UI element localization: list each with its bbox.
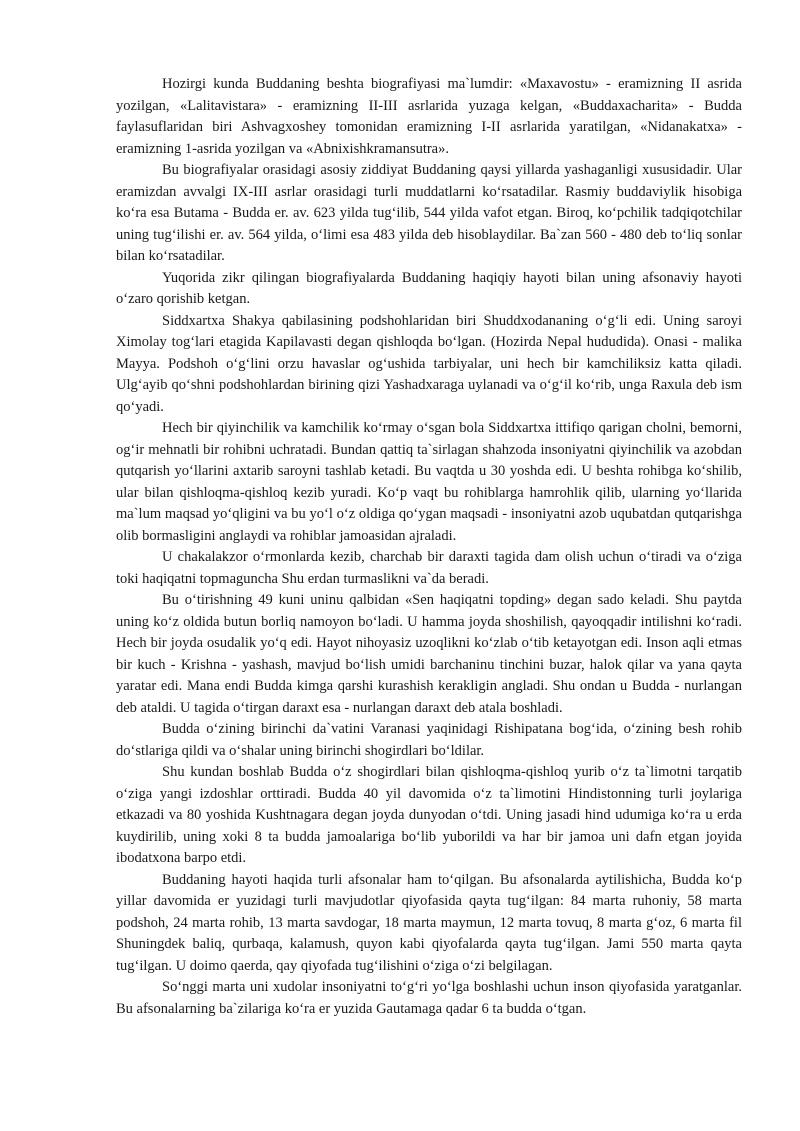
paragraph-meditation: U chakalakzor o‘rmonlarda kezib, charchab bir daraxti tagida dam olish uchun o‘tiradi va o‘ziga toki haqiqatni topmaguncha Shu erdan turmaslikni va`da beradi.	[116, 549, 742, 587]
paragraph-leaving-palace: Hech bir qiyinchilik va kamchilik ko‘rmay o‘sgan bola Siddxartxa ittifiqo qarigan cholni, bemorni, og‘ir mehnatli bir rohibni uchratadi. Bundan qattiq ta`sirlagan shahzoda insoniyatni qiyinchilik va azobdan qutqarish yo‘llarini axtarib saroyni tashlab ketadi. Bu vaqtda u 30 yoshda edi. U beshta rohibga ko‘shilib, ular bilan qishloqma-qishloq kezib yuradi. Ko‘p vaqt bu rohiblarga hamrohlik qilib, ularning yo‘llarida ma`lum maqsad yo‘qligini va bu yo‘l o‘z oldiga qo‘ygan maqsadi - insoniyatni azob uqubatdan qutqarishga olib bormasligini anglaydi va rohiblar jamoasidan ajraladi.	[116, 420, 742, 544]
paragraph-final-incarnation: So‘nggi marta uni xudolar insoniyatni to‘g‘ri yo‘lga boshlashi uchun inson qiyofasida yaratganlar. Bu afsonalarning ba`zilariga ko‘ra er yuzida Gautamaga qadar 6 ta budda o‘tgan.	[116, 979, 742, 1017]
paragraph-first-sermon: Budda o‘zining birinchi da`vatini Varanasi yaqinidagi Rishipatana bog‘ida, o‘zining besh rohib do‘stlariga qildi va o‘shalar uning birinchi shogirdlari bo‘ldilar.	[116, 721, 742, 759]
paragraph-rebirth-legends: Buddaning hayoti haqida turli afsonalar ham to‘qilgan. Bu afsonalarda aytilishicha, Budda ko‘p yillar davomida er yuzidagi turli mavjudotlar qiyofasida qayta tug‘ilgan: 84 marta ruhoniy, 58 marta podshoh, 24 marta rohib, 13 marta savdogar, 18 marta maymun, 12 marta tovuq, 8 marta g‘oz, 6 marta fil Shuningdek baliq, qurbaqa, kalamush, quyon kabi qiyofalarda qayta tug‘ilgan. Jami 550 marta qayta tug‘ilgan. U doimo qaerda, qay qiyofada tug‘ilishini o‘ziga o‘zi belgilagan.	[116, 871, 742, 974]
paragraph-siddhartha-origin: Siddxartxa Shakya qabilasining podshohlaridan biri Shuddxodananing o‘g‘li edi. Uning saroyi Ximolay tog‘lari etagida Kapilavasti degan qishloqda bo‘lgan. (Hozirda Nepal hududida). Onasi - malika Mayya. Podshoh o‘g‘lini orzu havaslar og‘ushida tarbiyalar, uni hech bir kamchiliksiz katta qiladi. Ulg‘ayib qo‘shni podshohlardan birining qizi Yashadxaraga uylanadi va o‘g‘il ko‘rib, unga Raxula deb ism qo‘yadi.	[116, 312, 742, 415]
paragraph-biographies: Hozirgi kunda Buddaning beshta biografiyasi ma`lumdir: «Maxavostu» - eramizning II asrida yozilgan, «Lalitavistara» - eramizning II-III asrlarida yuzaga kelgan, «Buddaxacharita» - Budda faylasuflaridan biri Ashvagxoshey tomonidan eramizning I-II asrlarida yaratilgan, «Nidanakatxa» - eramizning 1-asrida yozilgan va «Abnixishkramansutra».	[116, 76, 742, 157]
paragraph-legend-mix: Yuqorida zikr qilingan biografiyalarda Buddaning haqiqiy hayoti bilan uning afsonaviy hayoti o‘zaro qorishib ketgan.	[116, 269, 742, 307]
paragraph-enlightenment: Bu o‘tirishning 49 kuni uninu qalbidan «Sen haqiqatni topding» degan sado keladi. Shu paytda uning ko‘z oldida butun borliq namoyon bo‘ladi. U hamma joyda shoshilish, qayoqqadir intilishni ko‘radi. Hech bir joyda osudalik yo‘q edi. Hayot nihoyasiz uzoqlikni ko‘zlab o‘tib ketayotgan edi. Inson aqli etmas bir kuch - Krishna - yashash, mavjud bo‘lish umidi barchaninu tinchini buzar, halok qilar va yana qayta yaratar edi. Mana endi Budda kimga qarshi kurashish kerakligin angladi. Shu ondan u Budda - nurlangan deb ataldi. U tagida o‘tirgan daraxt esa - nurlangan daraxt deb atala boshladi.	[116, 592, 742, 716]
paragraph-teaching-and-death: Shu kundan boshlab Budda o‘z shogirdlari bilan qishloqma-qishloq yurib o‘z ta`limotni tarqatib o‘ziga yangi izdoshlar orttiradi. Budda 40 yil davomida o‘z ta`limotini Hindistonning turli joylariga etkazadi va 80 yoshida Kushtnagara degan joyda dunyodan o‘tdi. Uning jasadi hind udumiga ko‘ra u erda kuydirilib, uning xoki 8 ta budda jamoalariga bo‘lib yuborildi va har bir jamoa uni dafn etgan joyida ibodatxona barpo etdi.	[116, 764, 742, 866]
paragraph-dating-dispute: Bu biografiyalar orasidagi asosiy ziddiyat Buddaning qaysi yillarda yashaganligi xususidadir. Ular eramizdan avvalgi IX-III asrlar orasidagi turli muddatlarni ko‘rsatadilar. Rasmiy buddaviylik hisobiga ko‘ra esa Butama - Budda er. av. 623 yilda tug‘ilib, 544 yilda vafot etgan. Biroq, ko‘pchilik tadqiqotchilar uning tug‘ilishi er. av. 564 yilda, o‘limi esa 483 yilda deb hisoblaydilar. Ba`zan 560 - 480 deb to‘liq sonlar bilan ko‘rsatadilar.	[116, 162, 742, 264]
document-body	[116, 74, 742, 1020]
